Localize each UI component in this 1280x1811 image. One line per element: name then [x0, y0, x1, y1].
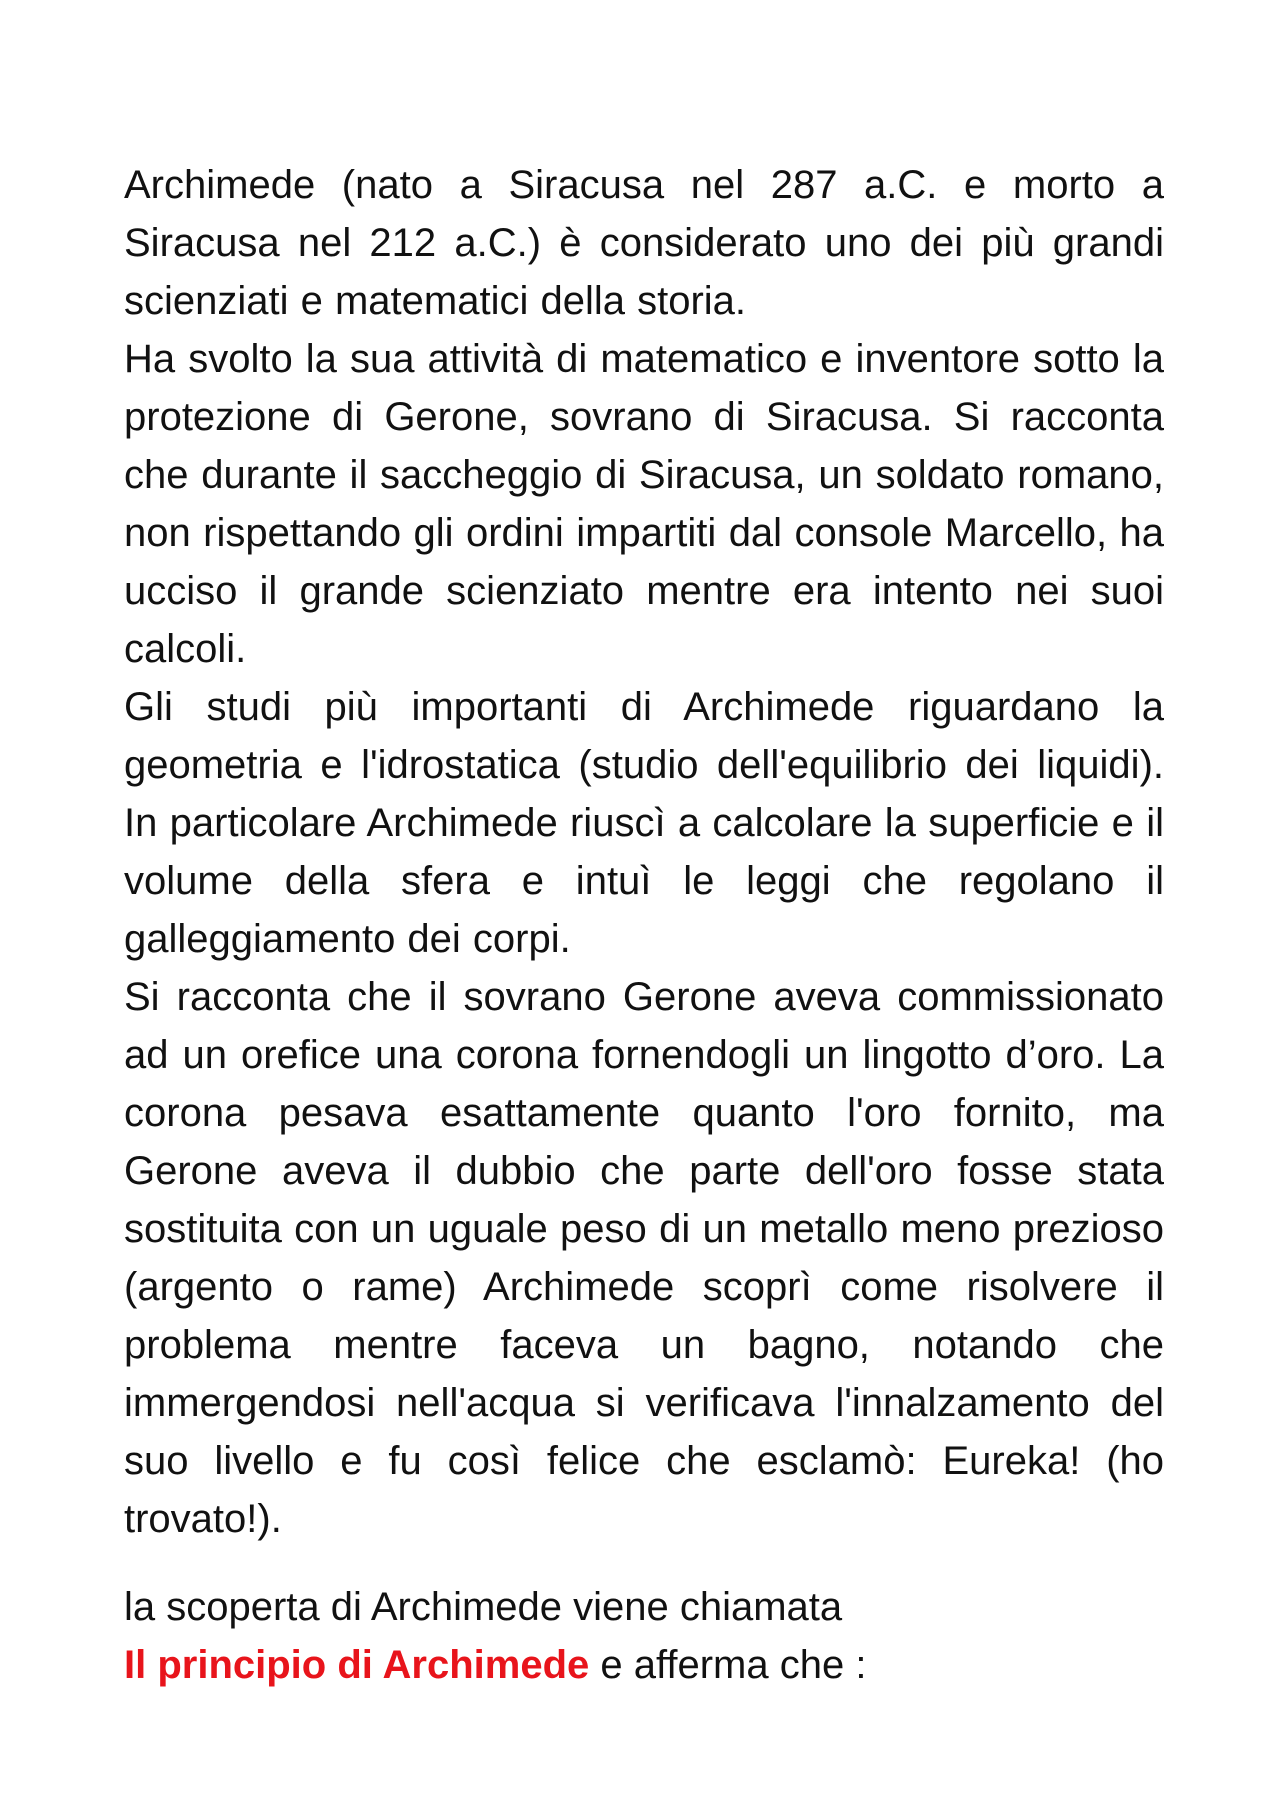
- closing-tail: e afferma che :: [589, 1643, 867, 1687]
- closing-text: [124, 1578, 1164, 1694]
- principle-title: Il principio di Archimede: [124, 1643, 590, 1687]
- paragraph-intro: Archimede (nato a Siracusa nel 287 a.C. e morto a Siracusa nel 212 a.C.) è considerato uno dei più grandi scienziati e matematici della storia.: [124, 163, 1164, 323]
- paragraph-studies: Gli studi più importanti di Archimede riguardano la geometria e l'idrostatica (studio dell'equilibrio dei liquidi). In particolare Archimede riuscì a calcolare la superficie e il volume della sfera e intuì le leggi che regolano il galleggiamento dei corpi.: [124, 685, 1164, 961]
- paragraph-life: Ha svolto la sua attività di matematico e inventore sotto la protezione di Gerone, sovrano di Siracusa. Si racconta che durante il saccheggio di Siracusa, un soldato romano, non rispettando gli ordini impartiti dal console Marcello, ha ucciso il grande scienziato mentre era intento nei suoi calcoli.: [124, 337, 1164, 671]
- closing-line-1: la scoperta di Archimede viene chiamata: [124, 1585, 843, 1629]
- body-text: [124, 156, 1164, 1548]
- closing-line-2: [124, 1636, 1164, 1694]
- paragraph-crown-story: Si racconta che il sovrano Gerone aveva commissionato ad un orefice una corona fornendogli un lingotto d’oro. La corona pesava esattamente quanto l'oro fornito, ma Gerone aveva il dubbio che parte dell'oro fosse stata sostituita con un uguale peso di un metallo meno prezioso (argento o rame) Archimede scoprì come risolvere il problema mentre faceva un bagno, notando che immergendosi nell'acqua si verificava l'innalzamento del suo livello e fu così felice che esclamò: Eureka! (ho trovato!).: [124, 975, 1164, 1541]
